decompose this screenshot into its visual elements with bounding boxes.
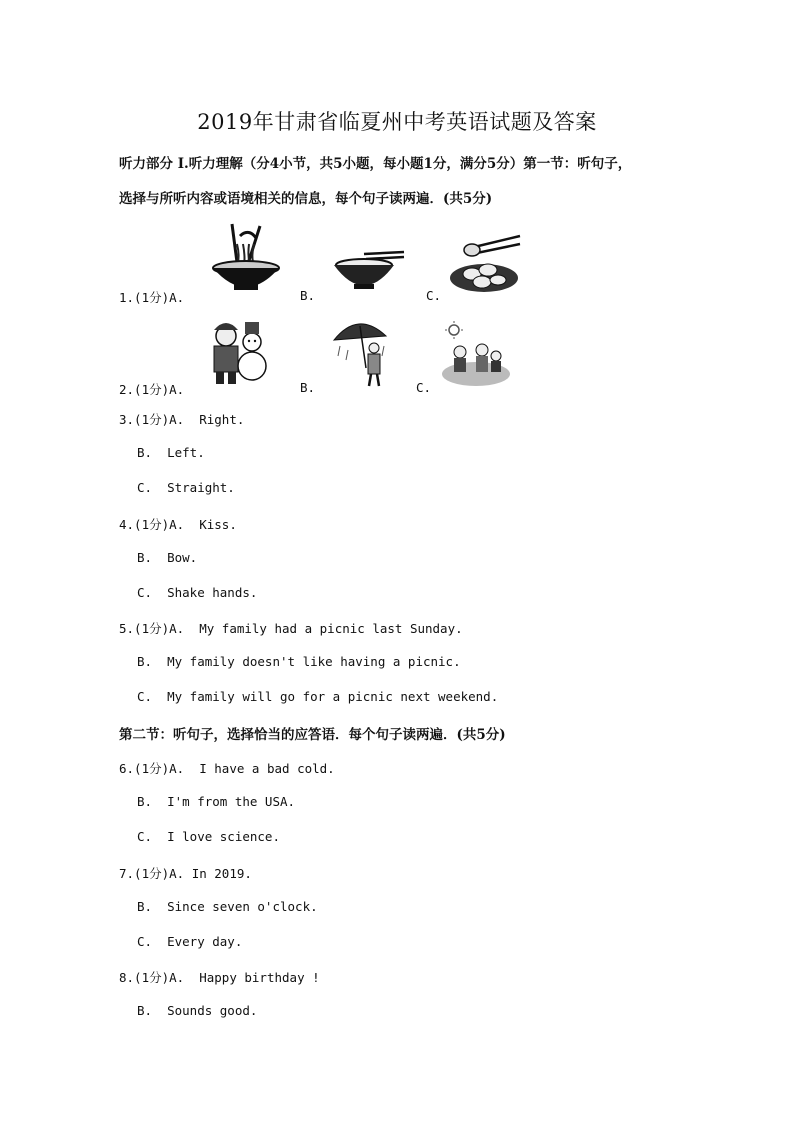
- q8-stem: 8.(1分)A. Happy birthday !: [119, 970, 320, 985]
- noodles-bowl-icon: [212, 222, 282, 298]
- q2-option-b: B.: [300, 380, 316, 395]
- q2-stem: 2.(1分)A.: [119, 382, 185, 397]
- snowman-scene-icon: [204, 316, 270, 392]
- person-with-umbrella-icon: [330, 316, 390, 392]
- q4-option-b: B. Bow.: [137, 550, 198, 565]
- q6-option-b: B. I'm from the USA.: [137, 794, 296, 809]
- q3-option-b: B. Left.: [137, 445, 205, 460]
- q6-option-c: C. I love science.: [137, 829, 280, 844]
- sunny-picnic-icon: [438, 320, 512, 392]
- q2-option-c: C.: [416, 380, 432, 395]
- rice-bowl-icon: [330, 248, 406, 298]
- section1-heading-line2: 选择与所听内容或语境相关的信息，每个句子读两遍．(共5分): [119, 191, 493, 207]
- section1-heading-line1: 听力部分 I.听力理解（分4小节，共5小题，每小题1分，满分5分）第一节：听句子，: [119, 156, 632, 172]
- q7-option-c: C. Every day.: [137, 934, 243, 949]
- q3-stem: 3.(1分)A. Right.: [119, 412, 245, 427]
- q1-option-c: C.: [426, 288, 442, 303]
- q7-stem: 7.(1分)A. In 2019.: [119, 866, 252, 881]
- q5-stem: 5.(1分)A. My family had a picnic last Sunday.: [119, 621, 463, 636]
- q7-option-b: B. Since seven o'clock.: [137, 899, 318, 914]
- q3-option-c: C. Straight.: [137, 480, 235, 495]
- page-title: 2019年甘肃省临夏州中考英语试题及答案: [197, 110, 597, 134]
- q4-stem: 4.(1分)A. Kiss.: [119, 517, 237, 532]
- q8-option-b: B. Sounds good.: [137, 1003, 258, 1018]
- q5-option-c: C. My family will go for a picnic next weekend.: [137, 689, 499, 704]
- q1-option-b: B.: [300, 288, 316, 303]
- q1-stem: 1.(1分)A.: [119, 290, 185, 305]
- section2-heading: 第二节：听句子，选择恰当的应答语．每个句子读两遍．(共5分): [119, 727, 506, 743]
- q6-stem: 6.(1分)A. I have a bad cold.: [119, 761, 335, 776]
- dumplings-plate-icon: [448, 232, 522, 302]
- q4-option-c: C. Shake hands.: [137, 585, 258, 600]
- q5-option-b: B. My family doesn't like having a picnic.: [137, 654, 461, 669]
